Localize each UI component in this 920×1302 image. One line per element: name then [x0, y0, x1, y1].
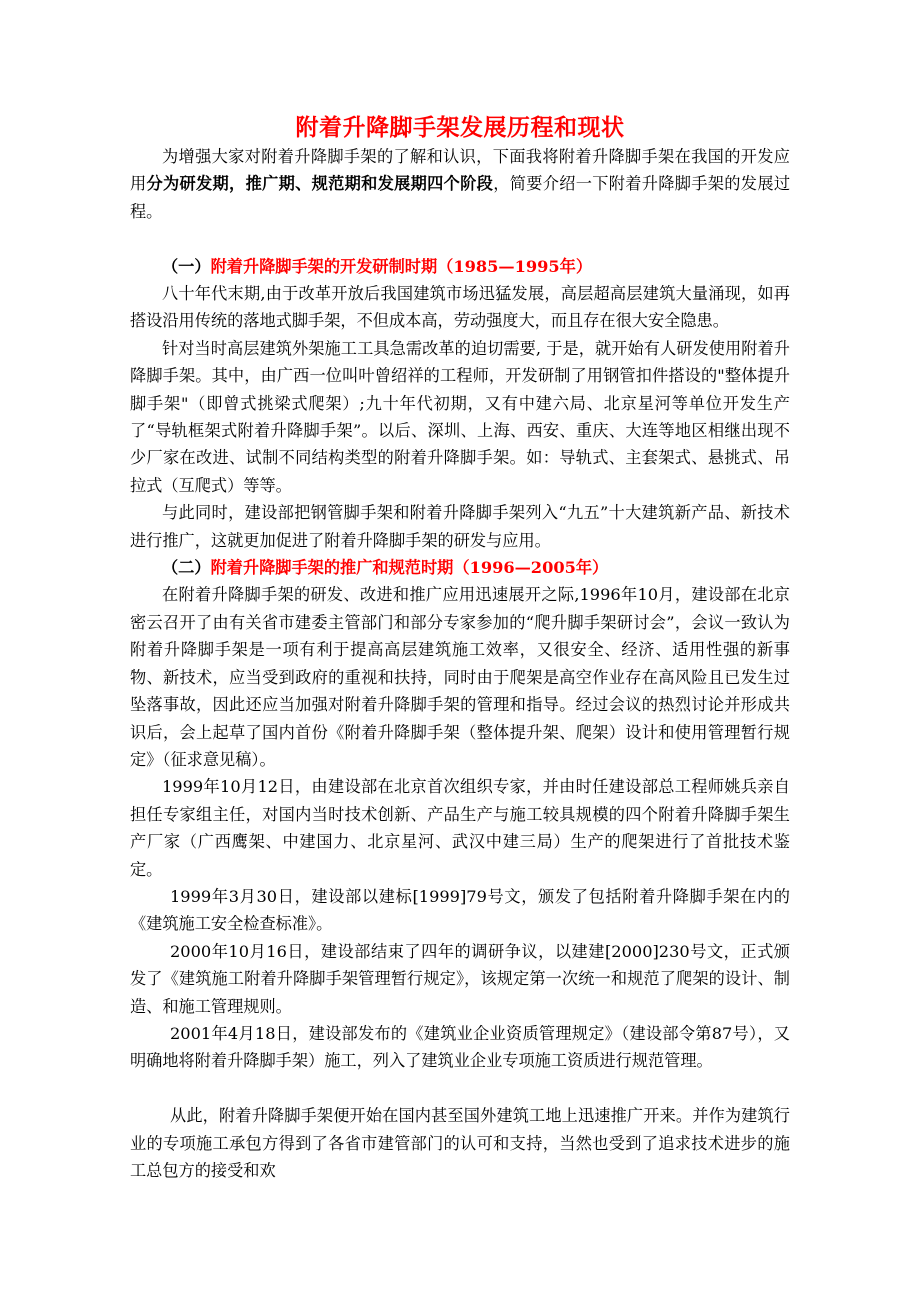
intro-text-start: 为增强大家对附着升降脚手架的了解和认识，下面我将附着升降脚手架在我国的开发应用 — [130, 147, 790, 194]
intro-text-end: ，简要介绍一下附着升降脚手架的发展过程。 — [130, 174, 791, 221]
section-2-title: 附着升降脚手架的推广和规范时期（1996—2005年） — [210, 558, 609, 578]
document-body — [130, 143, 790, 1184]
section-2-heading — [130, 554, 790, 581]
section-1-title: 附着升降脚手架的开发研制时期（1985—1995年） — [210, 256, 593, 276]
section-2-paragraph: 1999年3月30日，建设部以建标[1999]79号文，颁发了包括附着升降脚手架在内的《建筑施工安全检查标准》。 — [130, 886, 790, 934]
section-1-paragraph: 八十年代末期,由于改革开放后我国建筑市场迅猛发展，高层超高层建筑大量涌现，如再搭设沿用传统的落地式脚手架，不但成本高，劳动强度大，而且存在很大安全隐患。 — [130, 284, 790, 331]
section-2-paragraph: 2001年4月18日，建设部发布的《建筑业企业资质管理规定》（建设部令第87号），又明确地将附着升降脚手架）施工，列入了建筑业企业专项施工资质进行规范管理。 — [130, 1023, 790, 1071]
closing-paragraph: 从此，附着升降脚手架便开始在国内甚至国外建筑工地上迅速推广开来。并作为建筑行业的专项施工承包方得到了各省市建管部门的认可和支持，当然也受到了追求技术进步的施工总包方的接受和欢 — [130, 1106, 790, 1180]
section-1-heading — [130, 253, 790, 280]
section-1-number: （一） — [162, 256, 211, 276]
intro-paragraph — [130, 143, 790, 225]
blank-line — [130, 225, 790, 252]
document-title: 附着升降脚手架发展历程和现状 — [295, 114, 625, 141]
blank-line — [130, 1075, 790, 1102]
intro-text-bold: 分为研发期，推广期、规范期和发展期四个阶段 — [146, 174, 494, 194]
section-1-paragraph: 针对当时高层建筑外架施工工具急需改革的迫切需要, 于是，就开始有人研发使用附着升降脚手架。其中，由广西一位叫叶曾绍祥的工程师，开发研制了用钢管扣件搭设的"整体提升脚手架"（即曾式挑梁式爬架）;九十年代初期，又有中建六局、北京星河等单位开发生产了“导轨框架式附着升降脚手架”。以后、深圳、上海、西安、重庆、大连等地区相继出现不少厂家在改进、试制不同结构类型的附着升降脚手架。如：导轨式、主套架式、悬挑式、吊拉式（互爬式）等等。 — [130, 338, 790, 495]
section-2-paragraph: 1999年10月12日，由建设部在北京首次组织专家，并由时任建设部总工程师姚兵亲自担任专家组主任，对国内当时技术创新、产品生产与施工较具规模的四个附着升降脚手架生产厂家（广西鹰架、中建国力、北京星河、武汉中建三局）生产的爬架进行了首批技术鉴定。 — [130, 777, 790, 879]
section-2-paragraph: 2000年10月16日，建设部结束了四年的调研争议，以建建[2000]230号文，正式颁发了《建筑施工附着升降脚手架管理暂行规定》，该规定第一次统一和规范了爬架的设计、制造、和施工管理规则。 — [130, 941, 790, 1016]
section-2-number: （二） — [162, 558, 211, 578]
section-2-paragraph: 在附着升降脚手架的研发、改进和推广应用迅速展开之际,1996年10月，建设部在北京密云召开了由有关省市建委主管部门和部分专家参加的“爬升脚手架研讨会”，会议一致认为附着升降脚手架是一项有利于提高高层建筑施工效率，又很安全、经济、适用性强的新事物、新技术，应当受到政府的重视和扶持，同时由于爬架是高空作业存在高风险且已发生过坠落事故，因此还应当加强对附着升降脚手架的管理和指导。经过会议的热烈讨论并形成共识后，会上起草了国内首份《附着升降脚手架（整体提升架、爬架）设计和使用管理暂行规定》（征求意见稿）。 — [130, 585, 790, 769]
section-1-paragraph: 与此同时，建设部把钢管脚手架和附着升降脚手架列入“九五”十大建筑新产品、新技术进行推广，这就更加促进了附着升降脚手架的研发与应用。 — [130, 503, 790, 550]
